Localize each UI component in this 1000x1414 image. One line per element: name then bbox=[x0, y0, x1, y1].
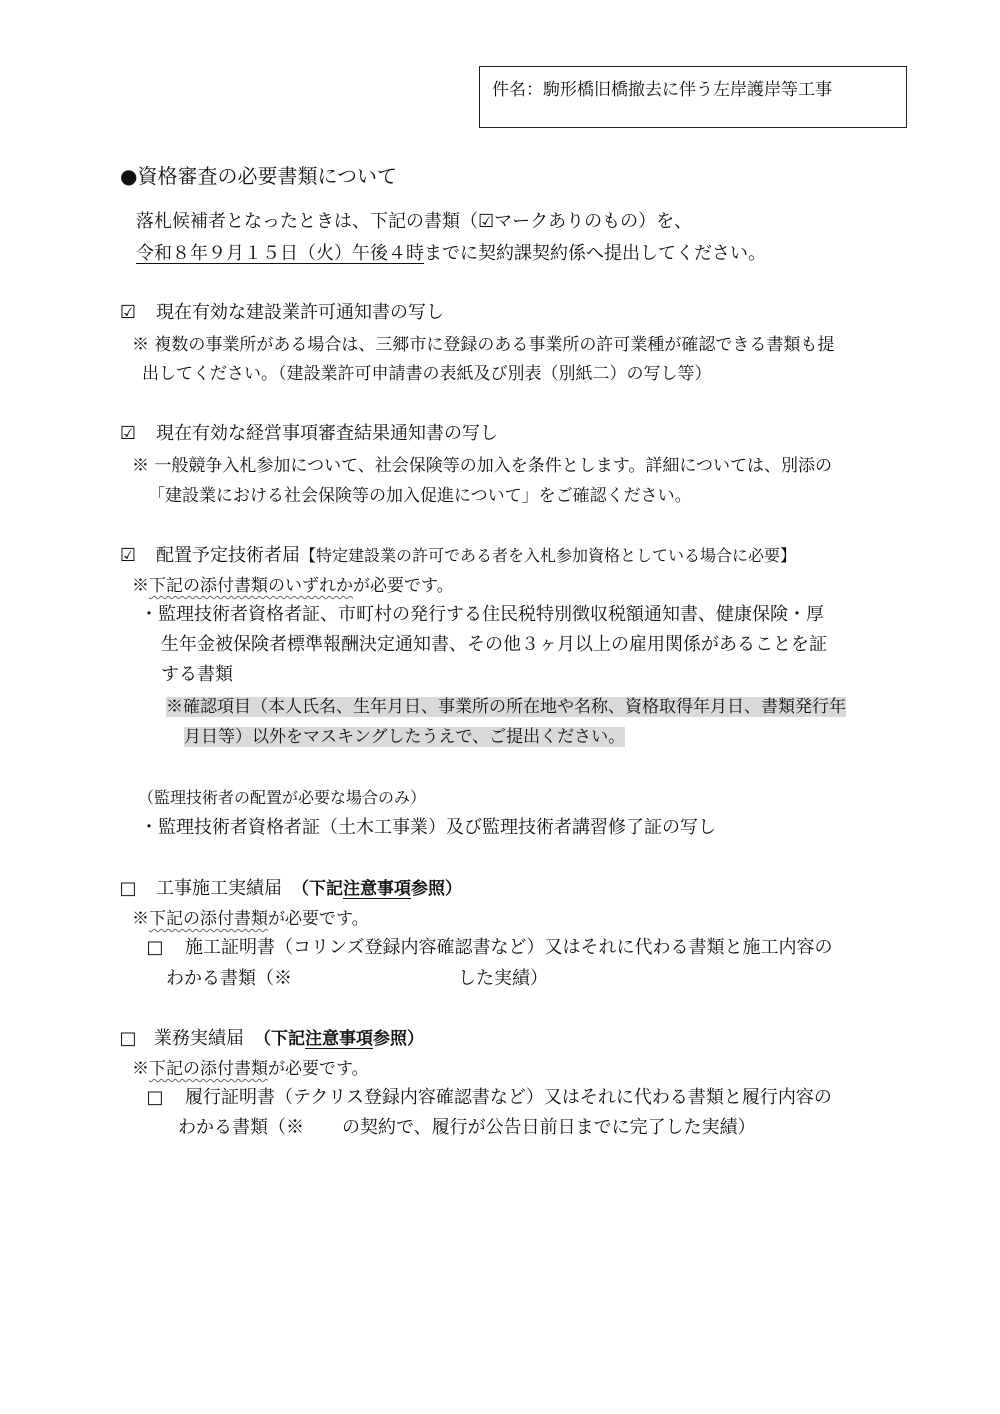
unchecked-box-icon: □ bbox=[119, 878, 137, 899]
section-building-permit bbox=[118, 298, 444, 324]
sub-item-line-1 bbox=[145, 1083, 832, 1109]
bullet-supervisor: ・監理技術者資格者証（土木工事業）及び監理技術者講習修了証の写し bbox=[140, 817, 716, 838]
requirement-line bbox=[132, 904, 369, 929]
sub-item-line-2 bbox=[178, 1113, 756, 1139]
page-heading: ●資格審査の必要書類について bbox=[120, 164, 398, 188]
sub-item-text: 施工証明書（コリンズ登録内容確認書など）又はそれに代わる書類と施工内容の bbox=[185, 937, 833, 958]
checked-box-icon: ☑ bbox=[119, 423, 137, 444]
checked-box-icon: ☑ bbox=[119, 545, 137, 566]
masking-note-line-2 bbox=[184, 722, 625, 747]
checked-box-icon: ☑ bbox=[119, 302, 137, 323]
bullet-line-2: 生年金被保険者標準報酬決定通知書、その他３ヶ月以上の雇用関係があることを証 bbox=[161, 634, 827, 655]
section-title: 工事施工実績届 bbox=[156, 878, 282, 899]
requirement-rest: が必要です。 bbox=[353, 576, 454, 596]
requirement-link-text: 下記の添付書類のいずれか bbox=[149, 576, 353, 596]
ref-open: （下記 bbox=[254, 1029, 305, 1049]
section-title-note: 【特定建設業の許可である者を入札参加資格としている場合に必要】 bbox=[300, 546, 797, 565]
requirement-line bbox=[132, 571, 454, 596]
subject-text: 件名：駒形橋旧橋撤去に伴う左岸護岸等工事 bbox=[492, 80, 832, 100]
intro-line-2 bbox=[136, 239, 766, 265]
section-note-line-2: 「建設業における社会保険等の加入促進について」をご確認ください。 bbox=[148, 486, 692, 506]
section-title: 現在有効な建設業許可通知書の写し bbox=[156, 302, 444, 323]
notes-link: 注意事項 bbox=[343, 879, 411, 899]
masking-note-line-1 bbox=[166, 692, 846, 717]
section-note-line-1: ※ 一般競争入札参加について、社会保険等の加入を条件とします。詳細については、別添の bbox=[132, 456, 833, 476]
section-engineer-assignment bbox=[118, 541, 796, 567]
section-title: 現在有効な経営事項審査結果通知書の写し bbox=[156, 423, 498, 444]
sub-item-line-2 bbox=[166, 964, 548, 990]
section-title: 業務実績届 bbox=[154, 1028, 244, 1049]
bullet-line-1: ・監理技術者資格者証、市町村の発行する住民税特別徴収税額通知書、健康保険・厚 bbox=[140, 604, 824, 625]
note-mark: ※ bbox=[132, 1059, 149, 1079]
subject-box bbox=[479, 66, 907, 128]
sub-item-line-1 bbox=[145, 933, 832, 959]
requirement-link-text: 下記の添付書類 bbox=[149, 1059, 268, 1079]
sub-item-text: 履行証明書（テクリス登録内容確認書など）又はそれに代わる書類と履行内容の bbox=[185, 1087, 832, 1108]
sub-item-text: した実績） bbox=[458, 968, 548, 989]
unchecked-box-icon: □ bbox=[119, 1028, 137, 1049]
sub-item-text: わかる書類（※ bbox=[178, 1117, 304, 1138]
section-construction-record bbox=[118, 874, 462, 900]
ref-close: 参照） bbox=[373, 1029, 424, 1049]
requirement-link-text: 下記の添付書類 bbox=[149, 909, 268, 929]
requirement-rest: が必要です。 bbox=[268, 909, 369, 929]
sub-item-text: の契約で、履行が公告日前日までに完了した実績） bbox=[342, 1117, 756, 1138]
note-mark: ※ bbox=[132, 576, 149, 596]
intro-line-2-rest: までに契約課契約係へ提出してください。 bbox=[424, 243, 766, 264]
ref-open: （下記 bbox=[292, 879, 343, 899]
notes-link: 注意事項 bbox=[305, 1029, 373, 1049]
deadline-text: 令和８年９月１５日（火）午後４時 bbox=[136, 243, 424, 264]
bullet-line-3: する書類 bbox=[161, 664, 233, 685]
section-note-line-1: ※ 複数の事業所がある場合は、三郷市に登録のある事業所の許可業種が確認できる書類も提 bbox=[132, 335, 835, 355]
section-management-review bbox=[118, 419, 498, 445]
section-title: 配置予定技術者届 bbox=[156, 545, 300, 566]
masking-note-text: 月日等）以外をマスキングしたうえで、ご提出ください。 bbox=[184, 727, 626, 747]
unchecked-box-icon: □ bbox=[146, 937, 164, 958]
intro-line-1: 落札候補者となったときは、下記の書類（☑マークありのもの）を、 bbox=[136, 211, 693, 232]
ref-close: 参照） bbox=[411, 879, 462, 899]
requirement-line bbox=[132, 1054, 369, 1079]
unchecked-box-icon: □ bbox=[146, 1087, 164, 1108]
note-mark: ※ bbox=[132, 909, 149, 929]
masking-note-text: ※確認項目（本人氏名、生年月日、事業所の所在地や名称、資格取得年月日、書類発行年 bbox=[166, 697, 846, 717]
supervisor-condition: （監理技術者の配置が必要な場合のみ） bbox=[138, 788, 427, 807]
section-service-record bbox=[118, 1024, 424, 1050]
sub-item-text: わかる書類（※ bbox=[166, 968, 292, 989]
section-note-line-2: 出してください。（建設業許可申請書の表紙及び別表（別紙二）の写し等） bbox=[142, 364, 712, 384]
requirement-rest: が必要です。 bbox=[268, 1059, 369, 1079]
